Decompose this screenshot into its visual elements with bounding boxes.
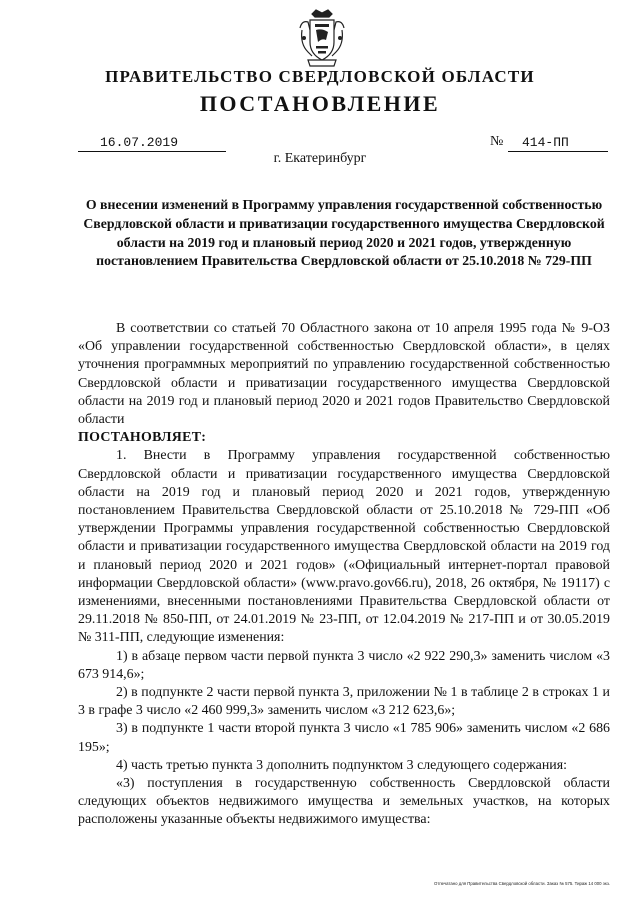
- document-type: ПОСТАНОВЛЕНИЕ: [199, 91, 441, 116]
- body-paragraph: 1. Внести в Программу управления государственной собственностью Свердловской области и приватизации государственного имущества Свердловской области на 2019 год и плановый период 2020 и 2021 годов, утвержденную постановлением Правительства Свердловской области от 25.10.2018 № 729-ПП «Об утверждении Программы управления государственной собственностью Свердловской области и приватизации государственного имущества Свердловской области на 2019 год и плановый период 2020 и 2021 годов» («Официальный интернет-портал правовой информации Свердловской области» (www.pravo.gov66.ru), 2018, 26 октября, № 19117) с изменениями, внесенными постановлениями Правительства Свердловской области от 29.11.2018 № 850-ПП, от 24.01.2019 № 23-ПП, от 12.04.2019 № 217-ПП и от 30.05.2019 № 311-ПП, следующие изменения:: [78, 448, 610, 646]
- decree-heading: ПОСТАНОВЛЯЕТ:: [78, 430, 207, 446]
- document-number: 414-ПП: [508, 134, 608, 152]
- document-body: [78, 320, 610, 830]
- document-title: О внесении изменений в Программу управления государственной собственностью Свердловской области и приватизации государственного имущества Свердловской области на 2019 год и плановый период 2020 и 2021 годов, утвержденную постановлением Правительства Свердловской области от 25.10.2018 № 729-ПП: [83, 197, 605, 269]
- body-paragraph: 1) в абзаце первом части первой пункта 3 число «2 922 290,3» заменить числом «3 673 914,6»;: [78, 648, 610, 682]
- body-paragraph: 3) в подпункте 1 части второй пункта 3 число «1 785 906» заменить числом «2 686 195»;: [78, 721, 610, 755]
- body-paragraph: 2) в подпункте 2 части первой пункта 3, приложении № 1 в таблице 2 в строках 1 и 3 в графе 3 число «2 460 999,3» заменить числом «3 212 623,6»;: [78, 685, 610, 719]
- coat-of-arms-icon: [296, 8, 348, 68]
- body-paragraph: «3) поступления в государственную собственность Свердловской области следующих объектов недвижимого имущества и земельных участков, на которых расположены указанные объекты недвижимого имущества:: [78, 776, 610, 828]
- body-paragraph: 4) часть третью пункта 3 дополнить подпунктом 3 следующего содержания:: [116, 757, 567, 773]
- preamble: В соответствии со статьей 70 Областного закона от 10 апреля 1995 года № 9-ОЗ «Об управлении государственной собственностью Свердловской области», в целях уточнения программных мероприятий по управлению государственной собственностью Свердловской области и приватизации государственного имущества Свердловской области на 2019 год и плановый период 2020 и 2021 годов Правительство Свердловской области: [78, 321, 610, 428]
- document-date: 16.07.2019: [78, 134, 226, 152]
- city: г. Екатеринбург: [273, 151, 367, 166]
- print-footer: Отпечатано для Правительства Свердловской области. Заказ № 575. Тираж 14 000 экз.: [434, 881, 610, 886]
- government-name: ПРАВИТЕЛЬСТВО СВЕРДЛОВСКОЙ ОБЛАСТИ: [105, 67, 535, 86]
- number-label: №: [490, 134, 504, 149]
